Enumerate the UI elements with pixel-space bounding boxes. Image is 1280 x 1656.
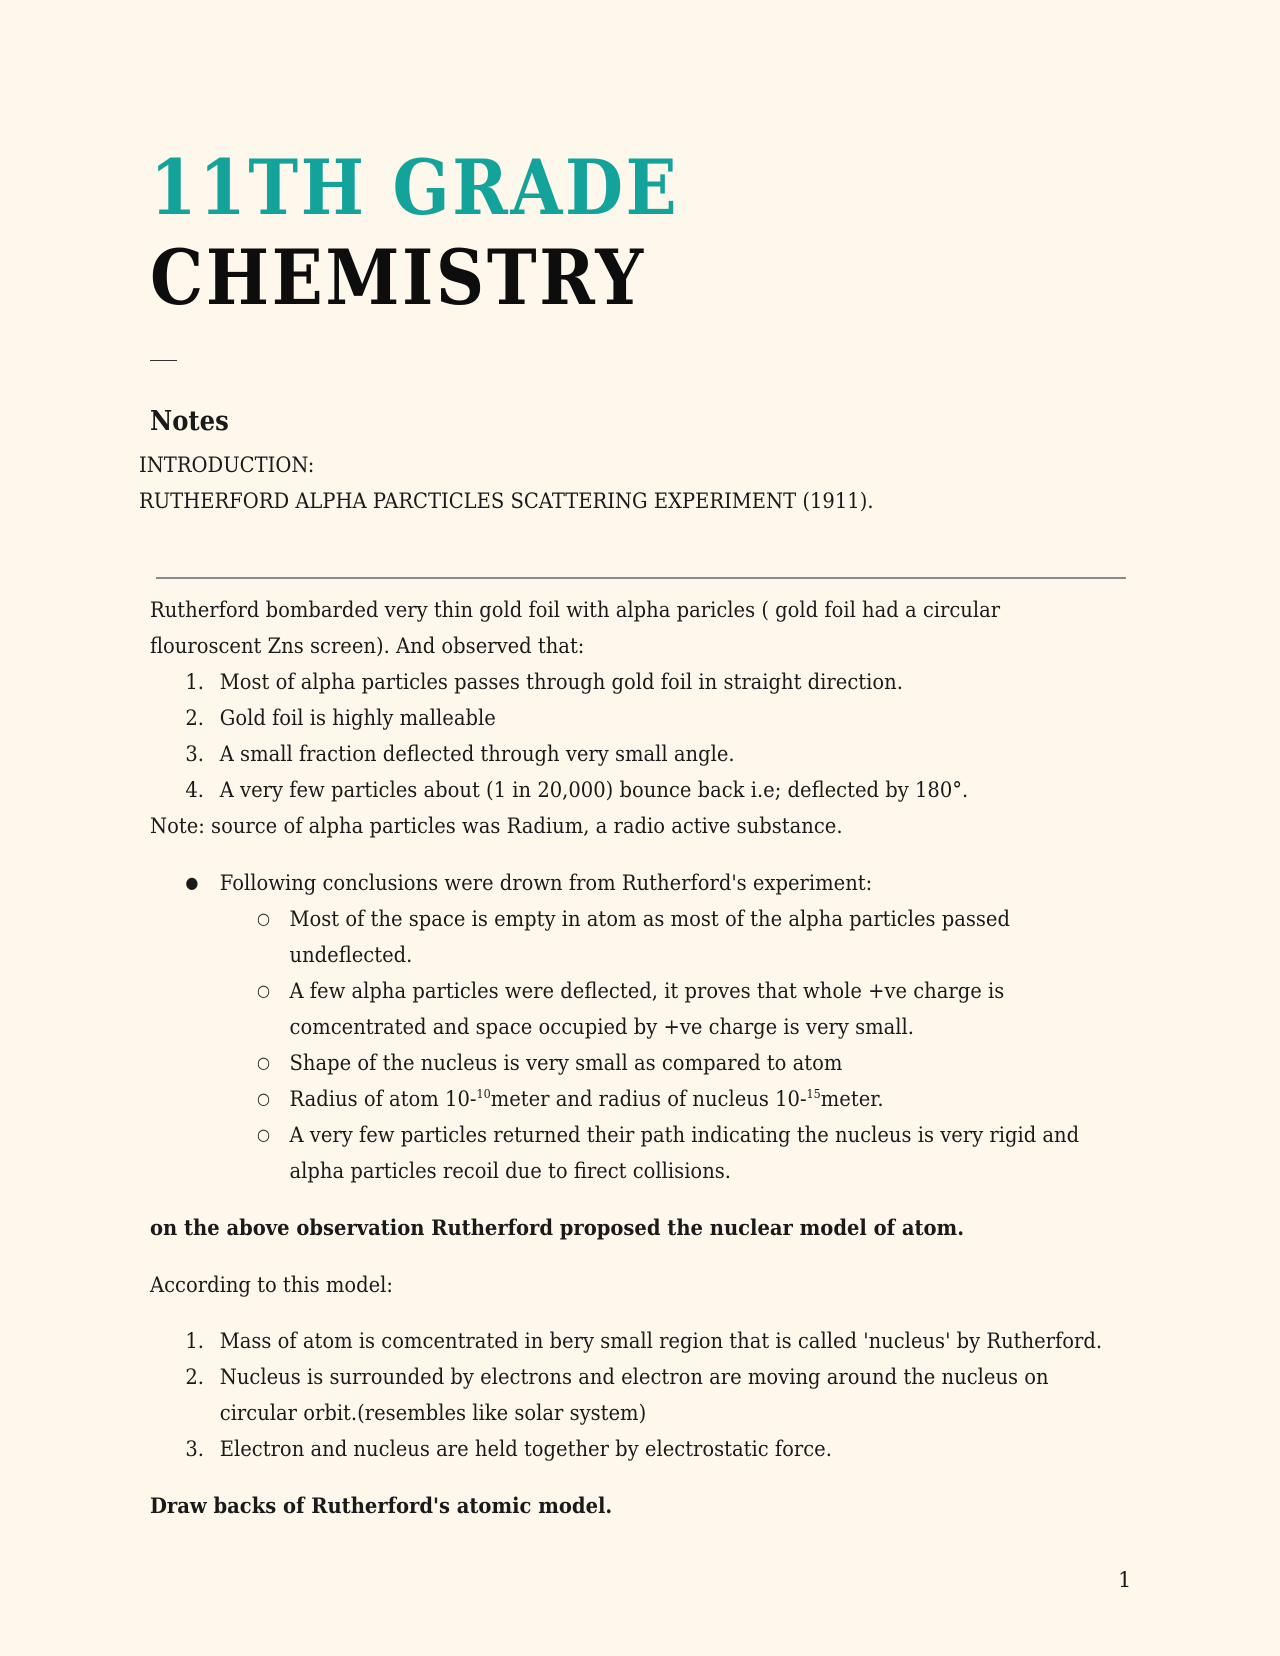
circle-bullet-icon: ○ — [256, 981, 270, 1000]
radius-text: Radius of atom 10- — [289, 1087, 477, 1111]
list-text: Most of alpha particles passes through gold foil in straight direction. — [219, 670, 903, 694]
radius-text: meter and radius of nucleus 10- — [490, 1087, 807, 1111]
bullet-icon: ● — [185, 873, 199, 892]
sub-bullet-text: A few alpha particles were deflected, it proves that whole +ve charge is — [289, 979, 1005, 1003]
title-subject: CHEMISTRY — [150, 233, 646, 322]
sub-bullet-text: comcentrated and space occupied by +ve charge is very small. — [289, 1015, 914, 1039]
note-line: Note: source of alpha particles was Radium, a radio active substance. — [150, 814, 843, 838]
list-text: Electron and nucleus are held together by electrostatic force. — [219, 1437, 832, 1461]
intro-subtitle: RUTHERFORD ALPHA PARCTICLES SCATTERING EXPERIMENT (1911). — [139, 489, 874, 513]
circle-bullet-icon: ○ — [256, 1089, 270, 1108]
according-line: According to this model: — [150, 1273, 393, 1297]
title-underline — [150, 360, 177, 361]
list-number: 3. — [185, 742, 204, 766]
exponent: 15 — [806, 1087, 821, 1101]
list-text: A small fraction deflected through very small angle. — [219, 742, 735, 766]
list-number: 4. — [185, 778, 204, 802]
drawbacks-heading: Draw backs of Rutherford's atomic model. — [150, 1493, 613, 1518]
proposal-line: on the above observation Rutherford proposed the nuclear model of atom. — [150, 1215, 965, 1240]
list-text: circular orbit.(resembles like solar system) — [219, 1401, 647, 1425]
bullet-text: Following conclusions were drown from Rutherford's experiment: — [219, 871, 873, 895]
exponent: 10 — [476, 1087, 491, 1101]
paragraph-line: Rutherford bombarded very thin gold foil with alpha paricles ( gold foil had a circular — [150, 598, 1001, 622]
sub-bullet-text: Most of the space is empty in atom as most of the alpha particles passed — [289, 907, 1010, 931]
notes-heading: Notes — [150, 406, 229, 437]
circle-bullet-icon: ○ — [256, 1125, 270, 1144]
horizontal-divider — [156, 577, 1126, 579]
list-text: Nucleus is surrounded by electrons and electron are moving around the nucleus on — [219, 1365, 1049, 1389]
sub-bullet-text: A very few particles returned their path indicating the nucleus is very rigid and — [289, 1123, 1080, 1147]
sub-bullet-text: alpha particles recoil due to firect collisions. — [289, 1159, 732, 1183]
intro-label: INTRODUCTION: — [139, 453, 315, 477]
circle-bullet-icon: ○ — [256, 1053, 270, 1072]
list-text: A very few particles about (1 in 20,000) bounce back i.e; deflected by 180°. — [219, 778, 969, 802]
radius-text: meter. — [820, 1087, 884, 1111]
list-text: Gold foil is highly malleable — [219, 706, 496, 730]
title-grade: 11TH GRADE — [150, 143, 680, 232]
sub-bullet-text: Shape of the nucleus is very small as compared to atom — [289, 1051, 843, 1075]
list-number: 2. — [185, 706, 204, 730]
list-number: 1. — [185, 1329, 204, 1353]
list-number: 2. — [185, 1365, 204, 1389]
paragraph-line: flouroscent Zns screen). And observed that: — [150, 634, 585, 658]
circle-bullet-icon: ○ — [256, 909, 270, 928]
sub-bullet-text: undeflected. — [289, 943, 413, 967]
list-text: Mass of atom is comcentrated in bery small region that is called 'nucleus' by Rutherford. — [219, 1329, 1103, 1353]
list-number: 3. — [185, 1437, 204, 1461]
sub-bullet-text — [290, 1081, 884, 1117]
list-number: 1. — [185, 670, 204, 694]
page-number: 1 — [1118, 1568, 1132, 1592]
